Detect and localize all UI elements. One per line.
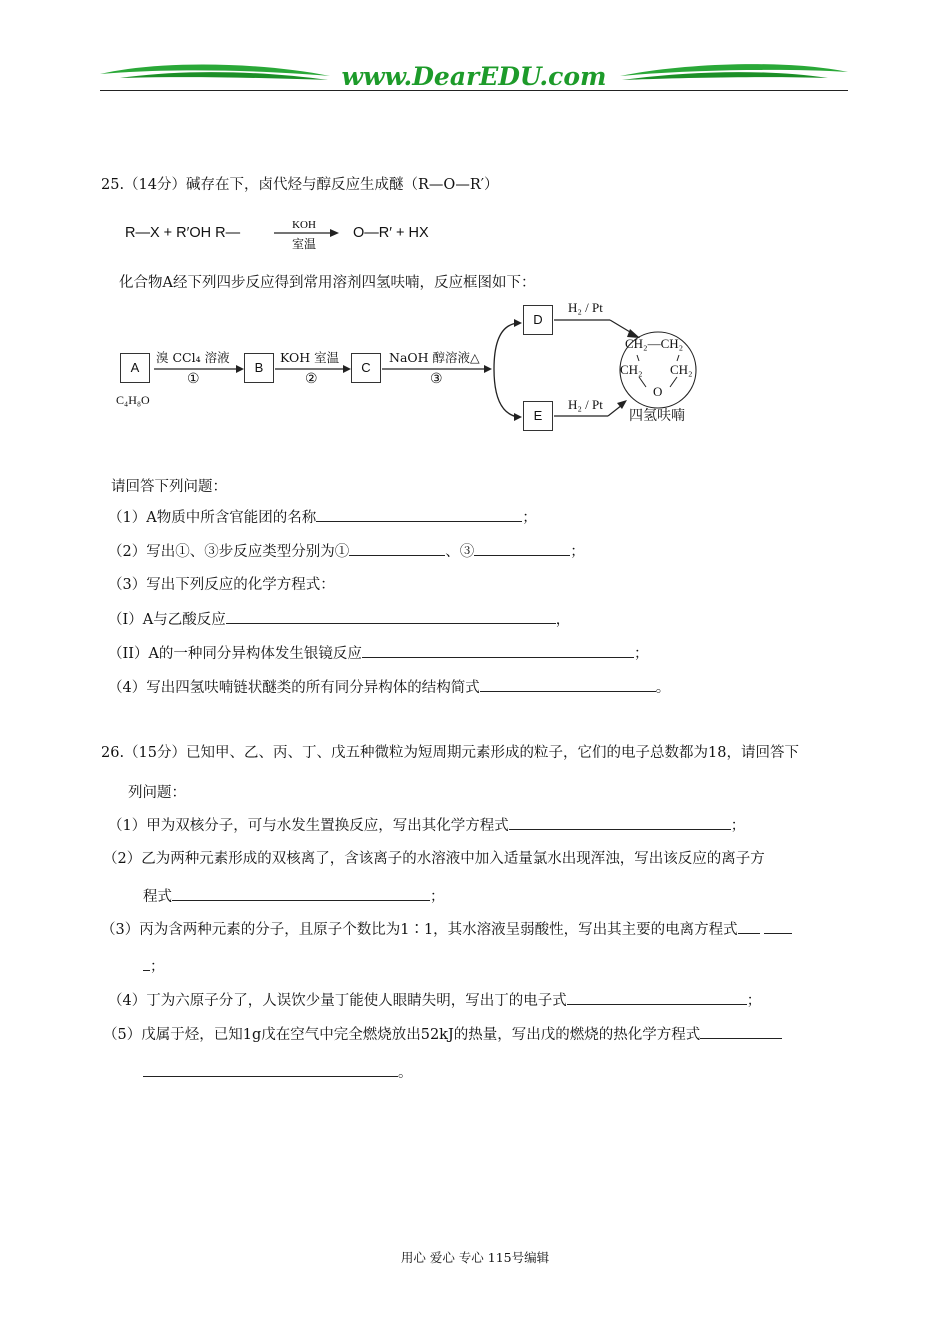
q25-sub1 — [108, 507, 537, 528]
q25-sub4-end: 。 — [655, 680, 671, 696]
q25-sub3a — [108, 609, 570, 630]
q25-sub3a-end: ， — [555, 612, 571, 628]
answer-blank[interactable] — [474, 541, 570, 556]
q25-sub4-text: （4）写出四氢呋喃链状醚类的所有同分异构体的结构简式 — [108, 680, 480, 696]
q26-title: 26.（15分）已知甲、乙、丙、丁、戊五种微粒为短周期元素形成的粒子，它们的电子总数都为18，请回答下 — [101, 745, 799, 761]
q26-sub2-cont-text: 程式 — [143, 889, 172, 905]
compound-a-box: A — [120, 353, 150, 383]
answer-blank[interactable] — [143, 956, 150, 971]
q25-intro: 化合物A经下列四步反应得到常用溶剂四氢呋喃，反应框图如下： — [119, 275, 536, 291]
q25-eq-cond-top: KOH — [292, 219, 316, 231]
q26-sub1 — [108, 815, 745, 836]
q25-sub3b-text: （II）A的一种同分异构体发生银镜反应 — [108, 646, 362, 662]
q26-sub2-cont — [143, 886, 445, 907]
q25-sub2-end: ； — [570, 544, 585, 560]
q26-sub2: （2）乙为两种元素形成的双核离了，含该离子的水溶液中加入适量氯水出现浑浊，写出该反应的离子方 — [103, 851, 765, 867]
ring-top: CH₂—CH₂ — [625, 336, 684, 351]
q26-sub4-text: （4）丁为六原子分了，人误饮少量丁能使人眼睛失明，写出丁的电子式 — [108, 993, 567, 1009]
q26-sub3-end: ； — [150, 959, 165, 975]
h2pt-e-label: H₂ / Pt — [568, 397, 603, 412]
reaction-scheme — [110, 295, 710, 445]
q25-prompt: 请回答下列问题： — [111, 479, 227, 495]
answer-blank[interactable] — [349, 541, 445, 556]
q26-sub3 — [101, 919, 792, 940]
q26-sub5-text: （5）戊属于烃，已知1g戊在空气中完全燃烧放出52kJ的热量，写出戊的燃烧的热化学方程式 — [103, 1027, 701, 1043]
q25-sub2-text: （2）写出①、③步反应类型分别为① — [108, 544, 350, 560]
compound-d-box: D — [523, 305, 553, 335]
q25-eq-right: O—R′ + HX — [353, 225, 429, 241]
step3-label: NaOH 醇溶液△ — [389, 350, 480, 365]
ring-left: CH₂ — [620, 362, 643, 377]
answer-blank[interactable] — [509, 815, 731, 830]
q25-sub4 — [108, 677, 670, 698]
page-footer: 用心 爱心 专心 115号编辑 — [400, 1250, 550, 1265]
compound-b-box: B — [244, 353, 274, 383]
compound-e-box: E — [523, 401, 553, 431]
step2-label: KOH 室温 — [280, 350, 340, 365]
q26-sub1-text: （1）甲为双核分子，可与水发生置换反应，写出其化学方程式 — [108, 818, 509, 834]
q26-sub2-end: ； — [430, 889, 445, 905]
q25-sub3b-end: ； — [633, 646, 649, 662]
q25-eq-arrow — [270, 217, 340, 251]
product-name: 四氢呋喃 — [629, 408, 685, 424]
site-name: www.DearEDU.com — [341, 62, 607, 91]
answer-blank[interactable] — [480, 677, 656, 692]
ring-right: CH₂ — [670, 362, 693, 377]
step3-num: ③ — [430, 371, 443, 387]
q26-sub3-text: （3）丙为含两种元素的分子，且原子个数比为1∶1，其水溶液呈弱酸性，写出其主要的电离方程式 — [101, 922, 738, 938]
step1-num: ① — [187, 371, 200, 387]
q26-sub3-cont — [143, 956, 165, 977]
answer-blank[interactable] — [316, 507, 522, 522]
answer-blank[interactable] — [172, 886, 430, 901]
q25-eq-cond-bottom: 室温 — [291, 237, 317, 251]
ring-oxygen: O — [653, 384, 663, 399]
header-rule — [100, 90, 848, 91]
step2-num: ② — [305, 371, 318, 387]
q26-title-cont: 列问题： — [128, 785, 186, 801]
answer-blank[interactable] — [226, 609, 556, 624]
q25-sub3b — [108, 643, 648, 664]
answer-blank[interactable] — [764, 919, 792, 934]
site-logo — [100, 58, 848, 92]
step1-label: 溴 CCl₄ 溶液 — [156, 350, 230, 365]
answer-blank[interactable] — [362, 643, 634, 658]
q25-eq-left: R—X + R′OH R— — [125, 225, 241, 241]
q26-sub5 — [103, 1024, 782, 1045]
q25-title: 25.（14分）碱存在下，卤代烃与醇反应生成醚（R—O—R′） — [101, 177, 499, 193]
q25-sub3a-text: （I）A与乙酸反应 — [108, 612, 226, 628]
answer-blank[interactable] — [738, 919, 760, 934]
q26-sub5-cont — [143, 1062, 413, 1083]
q25-sub1-text: （1）A物质中所含官能团的名称 — [108, 510, 317, 526]
answer-blank[interactable] — [143, 1062, 398, 1077]
q26-sub5-end: 。 — [398, 1065, 413, 1081]
q25-sub1-end: ； — [522, 510, 537, 526]
q25-sub2 — [108, 541, 585, 562]
q26-sub1-end: ； — [730, 818, 746, 834]
h2pt-d-label: H₂ / Pt — [568, 300, 603, 315]
answer-blank[interactable] — [700, 1024, 782, 1039]
q26-sub4-end: ； — [746, 993, 762, 1009]
q26-sub4 — [108, 990, 761, 1011]
q25-sub3: （3）写出下列反应的化学方程式： — [108, 577, 335, 593]
compound-c-box: C — [351, 353, 381, 383]
answer-blank[interactable] — [567, 990, 747, 1005]
q25-sub2-mid: 、③ — [445, 544, 475, 560]
formula-a: C₄H₈O — [116, 393, 150, 407]
